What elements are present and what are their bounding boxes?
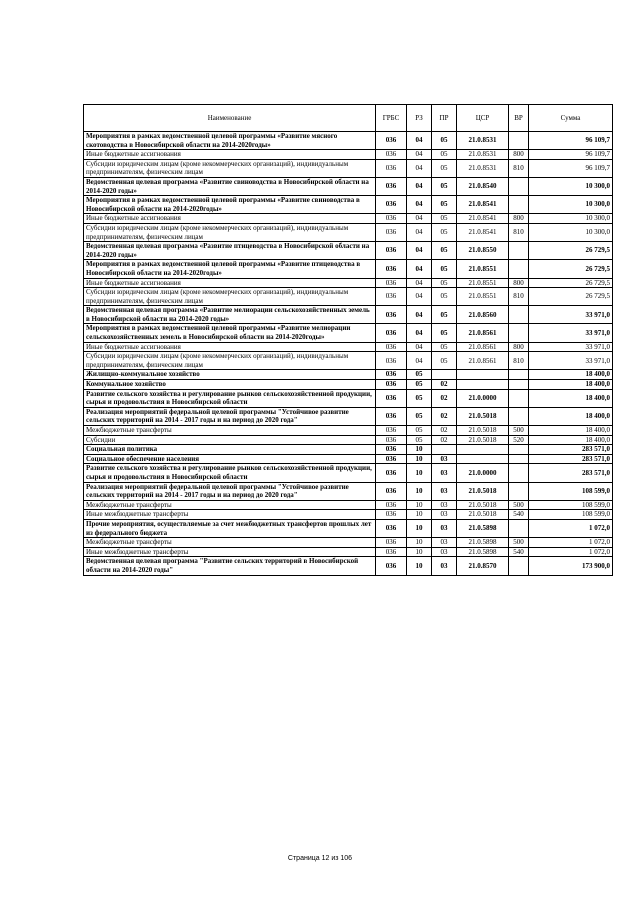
cell-rz: 04: [407, 288, 432, 306]
cell-sum: 10 300,0: [529, 196, 613, 214]
header-csr: ЦСР: [457, 105, 509, 132]
cell-pr: 05: [432, 132, 457, 150]
cell-rz: 05: [407, 380, 432, 390]
cell-pr: 05: [432, 177, 457, 195]
cell-rz: 04: [407, 352, 432, 370]
cell-rz: 04: [407, 223, 432, 241]
table-row: [84, 288, 613, 306]
cell-csr: 21.0.8551: [457, 260, 509, 278]
cell-grbs: 036: [376, 278, 407, 288]
cell-name: Социальная политика: [84, 445, 376, 455]
cell-name: Прочие мероприятия, осуществляемые за счет межбюджетных трансфертов прошлых лет из федерального бюджета: [84, 519, 376, 537]
cell-sum: 26 729,5: [529, 278, 613, 288]
cell-csr: 21.0.8560: [457, 306, 509, 324]
cell-csr: 21.0.8551: [457, 278, 509, 288]
cell-grbs: 036: [376, 445, 407, 455]
header-name: Наименование: [84, 105, 376, 132]
table-row: [84, 426, 613, 436]
cell-pr: 05: [432, 342, 457, 352]
cell-name: Иные межбюджетные трансферты: [84, 547, 376, 557]
cell-csr: 21.0.8531: [457, 150, 509, 160]
cell-grbs: 036: [376, 288, 407, 306]
cell-name: Реализация мероприятий федеральной целевой программы "Устойчивое развитие сельских территорий на 2014 - 2017 годы и на период до 2020 года": [84, 407, 376, 425]
cell-pr: 02: [432, 380, 457, 390]
cell-pr: 05: [432, 223, 457, 241]
cell-name: Иные межбюджетные трансферты: [84, 510, 376, 520]
cell-grbs: 036: [376, 324, 407, 342]
cell-pr: 03: [432, 538, 457, 548]
cell-vr: [509, 557, 529, 575]
table-row: [84, 214, 613, 224]
cell-pr: 03: [432, 557, 457, 575]
cell-sum: 108 599,0: [529, 510, 613, 520]
cell-pr: 05: [432, 214, 457, 224]
cell-grbs: 036: [376, 352, 407, 370]
cell-csr: 21.0.8541: [457, 223, 509, 241]
cell-pr: 05: [432, 288, 457, 306]
cell-name: Ведомственная целевая программа "Развитие сельских территорий в Новосибирской области на 2014-2020 годы": [84, 557, 376, 575]
cell-sum: 18 400,0: [529, 380, 613, 390]
cell-csr: 21.0.8561: [457, 342, 509, 352]
cell-vr: 810: [509, 159, 529, 177]
cell-vr: [509, 482, 529, 500]
table-row: [84, 482, 613, 500]
table-row: [84, 260, 613, 278]
cell-vr: 800: [509, 214, 529, 224]
cell-pr: [432, 370, 457, 380]
cell-csr: 21.0.5898: [457, 538, 509, 548]
cell-pr: 02: [432, 426, 457, 436]
cell-sum: 1 072,0: [529, 547, 613, 557]
table-row: [84, 278, 613, 288]
cell-vr: [509, 464, 529, 482]
cell-vr: 500: [509, 500, 529, 510]
cell-vr: [509, 445, 529, 455]
cell-name: Ведомственная целевая программа «Развитие птицеводства в Новосибирской области на 2014-2020 годы»: [84, 242, 376, 260]
cell-grbs: 036: [376, 519, 407, 537]
cell-grbs: 036: [376, 242, 407, 260]
cell-grbs: 036: [376, 214, 407, 224]
cell-sum: 33 971,0: [529, 306, 613, 324]
table-row: [84, 150, 613, 160]
cell-rz: 10: [407, 538, 432, 548]
cell-rz: 10: [407, 454, 432, 464]
cell-rz: 10: [407, 500, 432, 510]
header-sum: Сумма: [529, 105, 613, 132]
table-row: [84, 132, 613, 150]
cell-name: Субсидии юридическим лицам (кроме некоммерческих организаций), индивидуальным предпринимателям, физическим лицам: [84, 352, 376, 370]
cell-grbs: 036: [376, 389, 407, 407]
cell-grbs: 036: [376, 426, 407, 436]
cell-grbs: 036: [376, 557, 407, 575]
cell-sum: 10 300,0: [529, 223, 613, 241]
page-footer: Страница 12 из 106: [287, 855, 353, 862]
cell-sum: 18 400,0: [529, 389, 613, 407]
cell-name: Коммунальное хозяйство: [84, 380, 376, 390]
cell-rz: 04: [407, 214, 432, 224]
cell-grbs: 036: [376, 306, 407, 324]
table-row: [84, 435, 613, 445]
cell-pr: 05: [432, 324, 457, 342]
cell-vr: [509, 242, 529, 260]
cell-rz: 05: [407, 389, 432, 407]
cell-sum: 283 571,0: [529, 464, 613, 482]
table-row: [84, 519, 613, 537]
cell-vr: [509, 306, 529, 324]
table-body: [84, 132, 613, 576]
cell-vr: 520: [509, 435, 529, 445]
cell-sum: 33 971,0: [529, 352, 613, 370]
cell-sum: 1 072,0: [529, 538, 613, 548]
table-header-row: [84, 105, 613, 132]
cell-vr: [509, 519, 529, 537]
cell-vr: 800: [509, 278, 529, 288]
cell-name: Иные бюджетные ассигнования: [84, 342, 376, 352]
cell-rz: 04: [407, 306, 432, 324]
cell-sum: 26 729,5: [529, 260, 613, 278]
cell-rz: 10: [407, 464, 432, 482]
cell-grbs: 036: [376, 407, 407, 425]
table-row: [84, 223, 613, 241]
cell-vr: 810: [509, 352, 529, 370]
cell-sum: 96 109,7: [529, 159, 613, 177]
cell-grbs: 036: [376, 454, 407, 464]
cell-pr: 05: [432, 352, 457, 370]
cell-rz: 04: [407, 196, 432, 214]
cell-grbs: 036: [376, 223, 407, 241]
table-row: [84, 538, 613, 548]
cell-pr: 05: [432, 278, 457, 288]
cell-csr: 21.0.8541: [457, 196, 509, 214]
cell-grbs: 036: [376, 538, 407, 548]
cell-grbs: 036: [376, 177, 407, 195]
table-row: [84, 159, 613, 177]
cell-csr: 21.0.8531: [457, 132, 509, 150]
cell-sum: 18 400,0: [529, 426, 613, 436]
cell-name: Субсидии юридическим лицам (кроме некоммерческих организаций), индивидуальным предпринимателям, физическим лицам: [84, 159, 376, 177]
cell-grbs: 036: [376, 547, 407, 557]
cell-rz: 04: [407, 242, 432, 260]
cell-csr: [457, 380, 509, 390]
cell-vr: 810: [509, 223, 529, 241]
cell-sum: 108 599,0: [529, 500, 613, 510]
cell-rz: 04: [407, 260, 432, 278]
table-row: [84, 177, 613, 195]
cell-grbs: 036: [376, 500, 407, 510]
cell-pr: 05: [432, 196, 457, 214]
cell-name: Иные бюджетные ассигнования: [84, 278, 376, 288]
cell-csr: 21.0.5018: [457, 500, 509, 510]
cell-pr: 03: [432, 454, 457, 464]
cell-sum: 26 729,5: [529, 288, 613, 306]
cell-grbs: 036: [376, 159, 407, 177]
cell-rz: 04: [407, 278, 432, 288]
cell-rz: 05: [407, 426, 432, 436]
cell-pr: 03: [432, 547, 457, 557]
cell-name: Субсидии юридическим лицам (кроме некоммерческих организаций), индивидуальным предпринимателям, физическим лицам: [84, 288, 376, 306]
cell-sum: 33 971,0: [529, 324, 613, 342]
cell-sum: 10 300,0: [529, 214, 613, 224]
cell-pr: 02: [432, 435, 457, 445]
cell-grbs: 036: [376, 196, 407, 214]
cell-vr: 500: [509, 538, 529, 548]
table-row: [84, 464, 613, 482]
cell-name: Реализация мероприятий федеральной целевой программы "Устойчивое развитие сельских территорий на 2014 - 2017 годы и на период до 2020 года": [84, 482, 376, 500]
cell-vr: [509, 389, 529, 407]
cell-csr: 21.0.0000: [457, 389, 509, 407]
table-row: [84, 196, 613, 214]
cell-grbs: 036: [376, 132, 407, 150]
cell-rz: 10: [407, 482, 432, 500]
cell-vr: [509, 380, 529, 390]
cell-sum: 18 400,0: [529, 435, 613, 445]
cell-sum: 18 400,0: [529, 370, 613, 380]
cell-csr: 21.0.5898: [457, 519, 509, 537]
cell-rz: 05: [407, 407, 432, 425]
cell-sum: 96 109,7: [529, 132, 613, 150]
cell-csr: 21.0.5018: [457, 482, 509, 500]
cell-name: Иные бюджетные ассигнования: [84, 150, 376, 160]
cell-name: Иные бюджетные ассигнования: [84, 214, 376, 224]
cell-pr: 05: [432, 242, 457, 260]
cell-name: Мероприятия в рамках ведомственной целевой программы «Развитие мясного скотоводства в Новосибирской области на 2014-2020годы»: [84, 132, 376, 150]
cell-name: Мероприятия в рамках ведомственной целевой программы «Развитие свиноводства в Новосибирской области на 2014-2020годы»: [84, 196, 376, 214]
cell-rz: 04: [407, 324, 432, 342]
table-row: [84, 352, 613, 370]
cell-name: Ведомственная целевая программа «Развитие мелиорации сельскохозяйственных земель в Новосибирской области на 2014-2020 годы»: [84, 306, 376, 324]
cell-name: Межбюджетные трансферты: [84, 500, 376, 510]
cell-rz: 10: [407, 557, 432, 575]
cell-name: Развитие сельского хозяйства и регулирование рынков сельскохозяйственной продукции, сырья и продовольствия в Новосибирской области: [84, 389, 376, 407]
cell-csr: 21.0.8561: [457, 324, 509, 342]
budget-table: [83, 104, 613, 576]
cell-pr: 05: [432, 159, 457, 177]
cell-csr: 21.0.5018: [457, 407, 509, 425]
cell-grbs: 036: [376, 150, 407, 160]
cell-grbs: 036: [376, 342, 407, 352]
cell-grbs: 036: [376, 435, 407, 445]
cell-sum: 1 072,0: [529, 519, 613, 537]
cell-vr: [509, 407, 529, 425]
cell-pr: 05: [432, 150, 457, 160]
cell-sum: 96 109,7: [529, 150, 613, 160]
cell-vr: 500: [509, 426, 529, 436]
cell-csr: 21.0.8551: [457, 288, 509, 306]
cell-name: Жилищно-коммунальное хозяйство: [84, 370, 376, 380]
cell-csr: [457, 370, 509, 380]
cell-vr: 540: [509, 547, 529, 557]
cell-csr: [457, 445, 509, 455]
cell-rz: 10: [407, 445, 432, 455]
cell-pr: 03: [432, 500, 457, 510]
cell-name: Социальное обеспечение населения: [84, 454, 376, 464]
cell-vr: 810: [509, 288, 529, 306]
table-row: [84, 306, 613, 324]
cell-vr: [509, 177, 529, 195]
cell-grbs: 036: [376, 370, 407, 380]
table-row: [84, 547, 613, 557]
cell-grbs: 036: [376, 464, 407, 482]
table-row: [84, 500, 613, 510]
cell-sum: 26 729,5: [529, 242, 613, 260]
cell-csr: 21.0.8550: [457, 242, 509, 260]
cell-pr: [432, 445, 457, 455]
header-pr: ПР: [432, 105, 457, 132]
table-row: [84, 510, 613, 520]
cell-pr: 03: [432, 464, 457, 482]
cell-pr: 03: [432, 519, 457, 537]
cell-grbs: 036: [376, 482, 407, 500]
table-row: [84, 324, 613, 342]
cell-csr: [457, 454, 509, 464]
cell-vr: 800: [509, 150, 529, 160]
cell-grbs: 036: [376, 260, 407, 278]
table-row: [84, 342, 613, 352]
cell-sum: 10 300,0: [529, 177, 613, 195]
table-row: [84, 242, 613, 260]
cell-csr: 21.0.5018: [457, 426, 509, 436]
cell-sum: 283 571,0: [529, 454, 613, 464]
cell-rz: 10: [407, 519, 432, 537]
cell-rz: 05: [407, 435, 432, 445]
cell-csr: 21.0.8541: [457, 214, 509, 224]
cell-sum: 33 971,0: [529, 342, 613, 352]
cell-csr: 21.0.8540: [457, 177, 509, 195]
cell-rz: 04: [407, 342, 432, 352]
table-row: [84, 407, 613, 425]
cell-rz: 10: [407, 547, 432, 557]
cell-pr: 03: [432, 510, 457, 520]
header-vr: ВР: [509, 105, 529, 132]
cell-vr: [509, 454, 529, 464]
table-row: [84, 557, 613, 575]
cell-rz: 04: [407, 177, 432, 195]
cell-vr: [509, 260, 529, 278]
cell-grbs: 036: [376, 510, 407, 520]
cell-rz: 10: [407, 510, 432, 520]
cell-rz: 05: [407, 370, 432, 380]
cell-name: Межбюджетные трансферты: [84, 538, 376, 548]
cell-name: Субсидии юридическим лицам (кроме некоммерческих организаций), индивидуальным предпринимателям, физическим лицам: [84, 223, 376, 241]
table-row: [84, 445, 613, 455]
cell-csr: 21.0.5898: [457, 547, 509, 557]
header-rz: РЗ: [407, 105, 432, 132]
cell-name: Мероприятия в рамках ведомственной целевой программы «Развитие птицеводства в Новосибирской области на 2014-2020годы»: [84, 260, 376, 278]
header-grbs: ГРБС: [376, 105, 407, 132]
cell-vr: 800: [509, 342, 529, 352]
table-row: [84, 370, 613, 380]
cell-name: Развитие сельского хозяйства и регулирование рынков сельскохозяйственной продукции, сырья и продовольствия в Новосибирской области: [84, 464, 376, 482]
cell-csr: 21.0.8531: [457, 159, 509, 177]
cell-name: Межбюджетные трансферты: [84, 426, 376, 436]
cell-vr: [509, 132, 529, 150]
cell-sum: 108 599,0: [529, 482, 613, 500]
cell-pr: 02: [432, 389, 457, 407]
cell-vr: 540: [509, 510, 529, 520]
cell-csr: 21.0.5018: [457, 435, 509, 445]
cell-csr: 21.0.8570: [457, 557, 509, 575]
cell-name: Мероприятия в рамках ведомственной целевой программы «Развитие мелиорации сельскохозяйственных земель в Новосибирской области на 2014-2020годы»: [84, 324, 376, 342]
cell-pr: 05: [432, 260, 457, 278]
cell-vr: [509, 370, 529, 380]
cell-vr: [509, 196, 529, 214]
cell-pr: 03: [432, 482, 457, 500]
cell-grbs: 036: [376, 380, 407, 390]
cell-rz: 04: [407, 132, 432, 150]
table-row: [84, 389, 613, 407]
cell-sum: 173 900,0: [529, 557, 613, 575]
table-row: [84, 380, 613, 390]
cell-csr: 21.0.0000: [457, 464, 509, 482]
cell-pr: 02: [432, 407, 457, 425]
cell-vr: [509, 324, 529, 342]
cell-csr: 21.0.5018: [457, 510, 509, 520]
cell-csr: 21.0.8561: [457, 352, 509, 370]
cell-name: Ведомственная целевая программа «Развитие свиноводства в Новосибирской области на 2014-2020 годы»: [84, 177, 376, 195]
cell-rz: 04: [407, 159, 432, 177]
cell-name: Субсидии: [84, 435, 376, 445]
cell-rz: 04: [407, 150, 432, 160]
cell-sum: 18 400,0: [529, 407, 613, 425]
table-row: [84, 454, 613, 464]
cell-pr: 05: [432, 306, 457, 324]
cell-sum: 283 571,0: [529, 445, 613, 455]
